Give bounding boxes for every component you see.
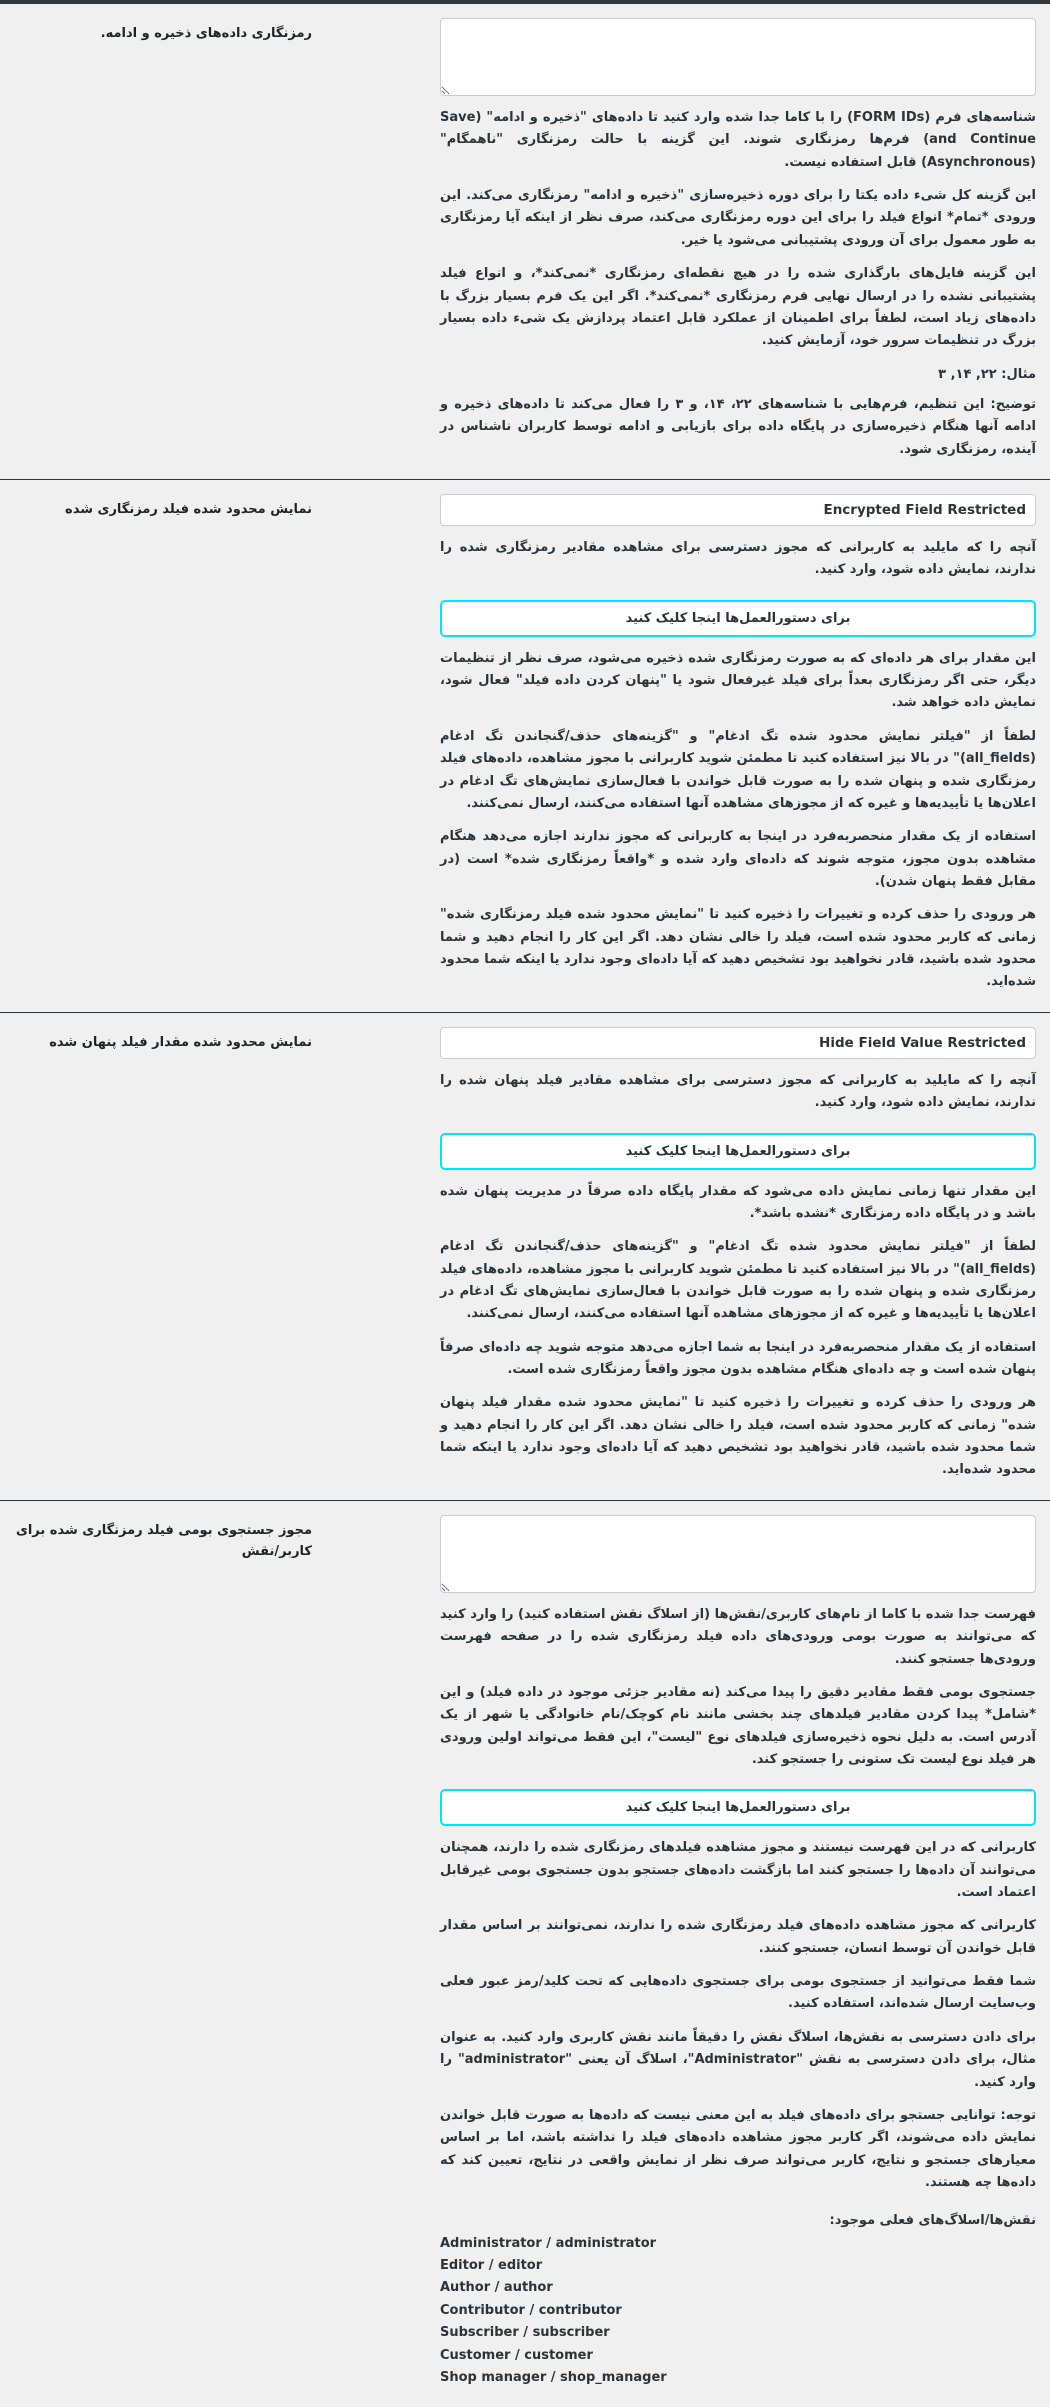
available-roles-list [440,2210,1036,2389]
form-row-encrypted-field-restricted [0,479,1050,1012]
available-roles-title: نقش‌ها/اسلاگ‌های فعلی موجود: [829,2213,1036,2229]
row-field-save-continue-encryption [330,4,1050,479]
role-list-item: Customer / customer [440,2347,593,2363]
row-label-native-search-permission: مجوز جستجوی بومی فیلد رمزنگاری شده برای کاربر/نقش [0,1501,330,1583]
row-label-encrypted-field-restricted: نمایش محدود شده فیلد رمزنگاری شده [0,480,330,541]
description-paragraph: هر ورودی را حذف کرده و تغییرات را ذخیره کنید تا "نمایش محدود شده فیلد رمزنگاری شده" زمانی که کاربر محدود شده است، فیلد را خالی نشان دهد. اگر این کار را انجام دهید و شما محدود شده باشید، قادر نخواهید بود تشخیص دهید که آیا داده‌ای وجود ندارد یا اینکه شما محدود شده‌اید. [439,907,1036,990]
description-paragraph: لطفاً از "فیلتر نمایش محدود شده تگ ادغام" و "گزینه‌های حذف/گنجاندن تگ ادغام (all_fields)" در بالا نیز استفاده کنید تا مطمئن شوید کاربرانی با مجوز مشاهده، داده‌های فیلد رمزنگاری شده و پنهان شده را به صورت قابل خواندن با فعال‌سازی نمایش‌های تگ ادغام در اعلان‌ها یا تأییدیه‌ها و غیره که از مجوزهای مشاهده آنها استفاده می‌کنند، ارسال نمی‌کنند. [440,1239,1036,1322]
encrypted-field-restricted-input[interactable] [440,494,1036,526]
description-paragraph: استفاده از یک مقدار منحصربه‌فرد در اینجا به شما اجازه می‌دهد متوجه شوید چه داده‌ای صرفاً پنهان شده است و چه داده‌ای هنگام مشاهده بدون مجوز واقعاً رمزنگاری شده است. [440,1339,1036,1378]
description-paragraph: شناسه‌های فرم (FORM IDs) را با کاما جدا شده وارد کنید تا داده‌های "ذخیره و ادامه" (Save and Continue) فرم‌ها رمزنگاری شوند. این گزینه با حالت رمزنگاری "ناهمگام" (Asynchronous) قابل استفاده نیست. [440,110,1036,170]
description-paragraph: شما فقط می‌توانید از جستجوی بومی برای جستجوی داده‌هایی که تحت کلید/رمز عبور فعلی وب‌سایت ارسال شده‌اند، استفاده کنید. [440,1974,1036,2012]
description-paragraph: آنچه را که مایلید به کاربرانی که مجوز دسترسی برای مشاهده مقادیر فیلد پنهان شده را ندارند، نمایش داده شود، وارد کنید. [440,1072,1036,1111]
description-paragraph: هر ورودی را حذف کرده و تغییرات را ذخیره کنید تا "نمایش محدود شده مقدار فیلد پنهان شده" زمانی که کاربر محدود شده است، فیلد را خالی نشان دهد. اگر این کار را انجام دهید و شما محدود شده باشید، قادر نخواهید بود تشخیص دهید که آیا داده‌ای وجود ندارد یا اینکه شما محدود شده‌اید. [440,1395,1036,1478]
description-paragraph: این گزینه کل شیء داده یکتا را برای دوره ذخیره‌سازی "ذخیره و ادامه" رمزنگاری می‌کند. این ورودی *تمام* انواع فیلد را برای این دوره رمزنگاری می‌کند، صرف نظر از اینکه آیا رمزنگاری به طور معمول برای آن ورودی پشتیبانی می‌شود یا خیر. [440,188,1036,248]
row-field-native-search-permission [330,1501,1050,2407]
description-paragraph: آنچه را که مایلید به کاربرانی که مجوز دسترسی برای مشاهده مقادیر رمزنگاری شده را ندارند، نمایش داده شود، وارد کنید. [440,540,1036,578]
instructions-button-hide-field-value[interactable]: برای دستورالعمل‌ها اینجا کلیک کنید [440,1133,1036,1170]
row-label-save-continue-encryption: رمزنگاری داده‌های ذخیره و ادامه. [0,4,330,65]
save-continue-form-ids-textarea[interactable] [440,18,1036,96]
row-label-hide-field-value-restricted: نمایش محدود شده مقدار فیلد پنهان شده [0,1013,330,1074]
native-search-users-roles-textarea[interactable] [440,1515,1036,1593]
form-row-hide-field-value-restricted [0,1012,1050,1500]
description-paragraph: برای دادن دسترسی به نقش‌ها، اسلاگ نقش را دقیقاً مانند نقش کاربری وارد کنید. به عنوان مثال، برای دادن دسترسی به نقش "Administrator"، اسلاگ آن یعنی "administrator" را وارد کنید. [440,2029,1036,2090]
description-paragraph: کاربرانی که مجوز مشاهده داده‌های فیلد رمزنگاری شده را ندارند، نمی‌توانند بر اساس مقدار قابل خواندن آن توسط انسان، جستجو کنند. [440,1918,1036,1956]
description-paragraph: جستجوی بومی فقط مقادیر دقیق را پیدا می‌کند (نه مقادیر جزئی موجود در داده فیلد) و این *شامل* پیدا کردن مقادیر فیلدهای چند بخشی مانند نام کوچک/نام خانوادگی یا شهر از یک آدرس است. به دلیل نحوه ذخیره‌سازی فیلدهای نوع "لیست"، این فقط می‌تواند اولین ورودی هر فیلد نوع لیست تک ستونی را جستجو کند. [440,1684,1036,1767]
description-paragraph: لطفاً از "فیلتر نمایش محدود شده تگ ادغام" و "گزینه‌های حذف/گنجاندن تگ ادغام (all_fields)" در بالا نیز استفاده کنید تا مطمئن شوید کاربرانی با مجوز مشاهده، داده‌های فیلد رمزنگاری شده و پنهان شده را به صورت قابل خواندن با فعال‌سازی نمایش‌های تگ ادغام در اعلان‌ها یا تأییدیه‌ها و غیره که از مجوزهای مشاهده آنها استفاده می‌کنند، ارسال نمی‌کنند. [440,728,1036,811]
role-list-item: Subscriber / subscriber [440,2325,610,2341]
role-list-item: Contributor / contributor [440,2302,622,2318]
instructions-button-encrypted-field[interactable]: برای دستورالعمل‌ها اینجا کلیک کنید [440,600,1036,637]
row-field-hide-field-value-restricted [330,1013,1050,1500]
instructions-button-native-search[interactable]: برای دستورالعمل‌ها اینجا کلیک کنید [440,1789,1036,1826]
description-paragraph: این مقدار تنها زمانی نمایش داده می‌شود که مقدار پایگاه داده صرفاً در مدیریت پنهان شده باشد و در پایگاه داده رمزنگاری *نشده باشد*. [440,1183,1036,1221]
role-list-item: Editor / editor [440,2258,543,2274]
settings-form-table [0,4,1050,2407]
hide-field-value-restricted-input[interactable] [440,1027,1036,1059]
description-paragraph: این مقدار برای هر داده‌ای که به صورت رمزنگاری شده ذخیره می‌شود، صرف نظر از تنظیمات دیگر، حتی اگر رمزنگاری بعداً برای فیلد غیرفعال شود یا "پنهان کردن داده فیلد" فعال شود، نمایش داده خواهد شد. [440,650,1036,711]
description-paragraph: استفاده از یک مقدار منحصربه‌فرد در اینجا به کاربرانی که مجوز ندارند اجازه می‌دهد هنگام مشاهده بدون مجوز، متوجه شوند که داده‌ای وارد شده و *واقعاً رمزنگاری شده* است (در مقابل فقط پنهان شدن). [440,829,1036,889]
role-list-item: Administrator / administrator [440,2235,657,2251]
note-paragraph: توجه: توانایی جستجو برای داده‌های فیلد به این معنی نیست که داده‌ها به صورت قابل خواندن نمایش داده می‌شوند، اگر کاربر مجوز مشاهده داده‌های فیلد را نداشته باشد، اما بر اساس معیارهای جستجو و نتایج، کاربر می‌تواند صرف نظر از نمایش واقعی در نتایج، تعیین کند که داده‌ها چه هستند. [440,2107,1036,2190]
description-paragraph: فهرست جدا شده با کاما از نام‌های کاربری/نقش‌ها (از اسلاگ نقش استفاده کنید) را وارد کنید که می‌توانند به صورت بومی ورودی‌های داده فیلد رمزنگاری شده را در صفحه فهرست ورودی‌ها جستجو کنند. [440,1606,1036,1667]
example-paragraph: مثال: ۲۲, ۱۴, ۳ [938,366,1036,382]
role-list-item: Author / author [440,2280,553,2296]
role-list-item: Shop manager / shop_manager [440,2369,667,2385]
form-row-native-search-permission [0,1500,1050,2407]
row-field-encrypted-field-restricted [330,480,1050,1012]
explanation-paragraph: توضیح: این تنظیم، فرم‌هایی با شناسه‌های ۲۲، ۱۴، و ۳ را فعال می‌کند تا داده‌های ذخیره و ادامه آنها هنگام ذخیره‌سازی در پایگاه داده برای بازیابی و ادامه توسط کاربران ناشناس در آینده، رمزنگاری شود. [440,396,1037,457]
form-row-save-continue-encryption [0,4,1050,479]
description-paragraph: کاربرانی که در این فهرست نیستند و مجوز مشاهده فیلدهای رمزنگاری شده را دارند، همچنان می‌توانند آن داده‌ها را جستجو کنند اما بازگشت داده‌های جستجو بدون جستجوی بومی غیرقابل اعتماد است. [440,1840,1036,1901]
description-paragraph: این گزینه فایل‌های بارگذاری شده را در هیچ نقطه‌ای رمزنگاری *نمی‌کند*، و انواع فیلد پشتیبانی نشده را در ارسال نهایی فرم رمزنگاری *نمی‌کند*. اگر این یک فرم بسیار بزرگ با داده‌های زیاد است، لطفاً برای اطمینان از عملکرد قابل اعتماد پردازش یک شیء داده بسیار بزرگ در تنظیمات سرور خود، آزمایش کنید. [440,266,1036,349]
